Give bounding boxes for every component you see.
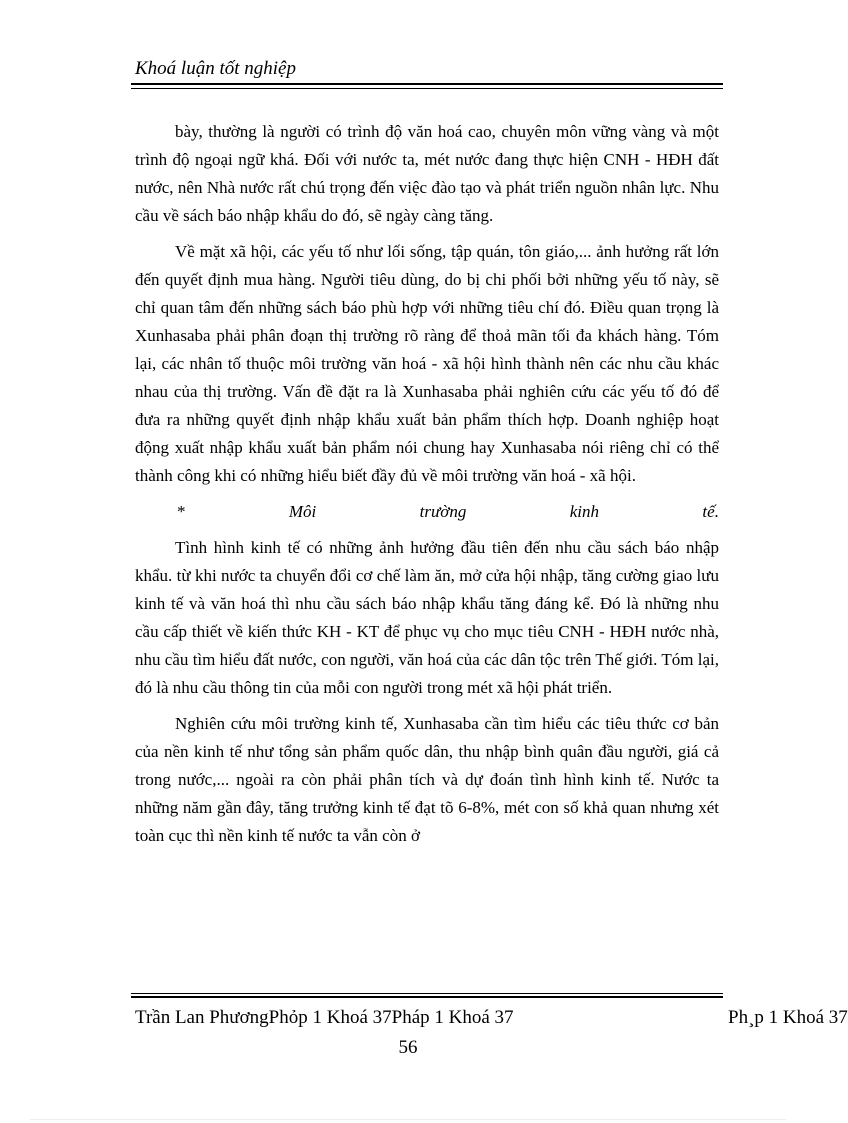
section-heading-bullet: * (177, 502, 186, 521)
header-rule-thick (131, 83, 723, 85)
body-text (135, 118, 719, 858)
section-heading (135, 498, 719, 526)
section-heading-word: kinh (569, 502, 600, 521)
paragraph-2: Về mặt xã hội, các yếu tố như lối sống, tập quán, tôn giáo,... ảnh hưởng rất lớn đến quyết định mua hàng. Người tiêu dùng, do bị chi phối bởi những yếu tố này, sẽ chỉ quan tâm đến những sách báo phù hợp với những tiêu chí đó. Điều quan trọng là Xunhasaba phải phân đoạn thị trường rõ ràng để thoả mãn tối đa khách hàng. Tóm lại, các nhân tố thuộc môi trường văn hoá - xã hội hình thành nên các nhu cầu khác nhau của thị trường. Vấn đề đặt ra là Xunhasaba phải nghiên cứu các yếu tố đó để đưa ra những quyết định nhập khẩu xuất bản phẩm thích hợp. Doanh nghiệp hoạt động xuất nhập khẩu xuất bản phẩm nói chung hay Xunhasaba nói riêng chỉ có thể thành công khi có những hiểu biết đầy đủ về môi trường văn hoá - xã hội. (135, 242, 719, 485)
page-number: 56 (398, 1037, 418, 1058)
section-heading-word: tế. (702, 502, 719, 521)
header-title: Khoá luận tốt nghiệp (135, 58, 296, 79)
paragraph-3: Tình hình kinh tế có những ảnh hưởng đầu tiên đến nhu cầu sách báo nhập khẩu. từ khi nước ta chuyển đổi cơ chế làm ăn, mở cửa hội nhập, tăng cường giao lưu kinh tế và văn hoá thì nhu cầu sách báo nhập khẩu tăng đáng kể. Đó là những nhu cầu cấp thiết về kiến thức KH - KT để phục vụ cho mục tiêu CNH - HĐH nước nhà, nhu cầu tìm hiểu đất nước, con người, văn hoá của các dân tộc trên Thế giới. Tóm lại, đó là nhu cầu thông tin của mỗi con người trong mét xã hội phát triển. (135, 538, 719, 697)
footer-author: Trần Lan PhươngPhỏp 1 Khoá 37Pháp 1 Khoá 37 (135, 1007, 514, 1028)
header-rule-thin (131, 88, 723, 89)
footer-rule-thin (131, 993, 723, 994)
footer-class: Ph¸p 1 Khoá 37 (728, 1007, 848, 1028)
paragraph-1: bày, thường là người có trình độ văn hoá cao, chuyên môn vững vàng và một trình độ ngoại ngữ khá. Đối với nước ta, mét nước đang thực hiện CNH - HĐH đất nước, nên Nhà nước rất chú trọng đến việc đào tạo và phát triển nguồn nhân lực. Nhu cầu về sách báo nhập khẩu do đó, sẽ ngày càng tăng. (135, 122, 719, 225)
page-bottom-edge (30, 1119, 786, 1120)
section-heading-word: Môi (288, 502, 317, 521)
section-heading-word: trường (419, 502, 467, 521)
footer-rule-thick (131, 996, 723, 998)
paragraph-4: Nghiên cứu môi trường kinh tế, Xunhasaba cần tìm hiểu các tiêu thức cơ bản của nền kinh tế như tổng sản phẩm quốc dân, thu nhập bình quân đầu người, giá cả trong nước,... ngoài ra còn phải phân tích và dự đoán tình hình kinh tế. Nước ta những năm gần đây, tăng trưởng kinh tế đạt tõ 6-8%, mét con số khả quan nhưng xét toàn cục thì nền kinh tế nước ta vẫn còn ở (135, 714, 719, 845)
